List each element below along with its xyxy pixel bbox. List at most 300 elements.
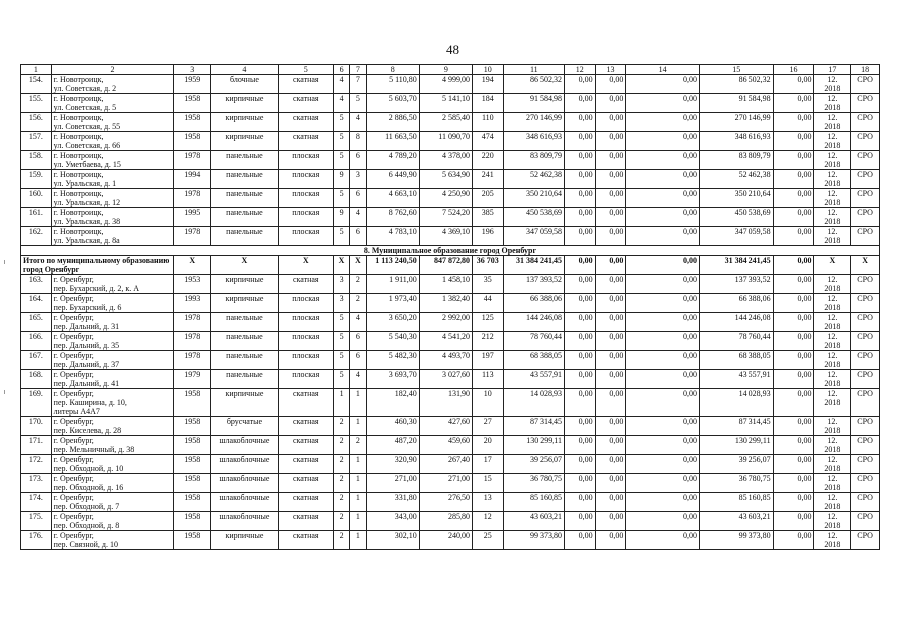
year-built: 1979 xyxy=(174,370,211,389)
residents: 125 xyxy=(472,313,503,332)
planned-month: 12. xyxy=(827,113,838,122)
total-area: 4 783,10 xyxy=(366,227,419,246)
year-built: 1958 xyxy=(174,512,211,531)
row-number: 165. xyxy=(21,313,52,332)
column-header: 16 xyxy=(773,65,814,75)
entrances: 8 xyxy=(350,132,366,151)
cost-regional: 0,00 xyxy=(595,436,626,455)
planned-month: 12. xyxy=(827,208,838,217)
roof-type: плоская xyxy=(278,313,333,332)
row-number: 168. xyxy=(21,370,52,389)
living-area: 4 369,10 xyxy=(419,227,472,246)
row-number: 163. xyxy=(21,275,52,294)
address-cell xyxy=(51,389,174,417)
roof-type: скатная xyxy=(278,512,333,531)
total-area: 11 663,50 xyxy=(366,132,419,151)
fund-method: СРО xyxy=(851,417,880,436)
planned-date xyxy=(814,132,851,151)
wall-material: шлакоблочные xyxy=(211,512,278,531)
year-built: 1958 xyxy=(174,417,211,436)
entrances: 7 xyxy=(350,75,366,94)
address-cell xyxy=(51,313,174,332)
living-area: 5 634,90 xyxy=(419,170,472,189)
cost-local: 0,00 xyxy=(626,389,700,417)
residents: 220 xyxy=(472,151,503,170)
column-header: 9 xyxy=(419,65,472,75)
floors: 2 xyxy=(333,493,349,512)
address-line: ул. Уральская, д. 1 xyxy=(53,179,117,188)
roof-type: плоская xyxy=(278,351,333,370)
roof-type: плоская xyxy=(278,189,333,208)
table-row xyxy=(21,531,880,550)
cost-total: 350 210,64 xyxy=(503,189,564,208)
floors: 3 xyxy=(333,294,349,313)
cost-local: 0,00 xyxy=(626,151,700,170)
address-line: г. Оренбург, xyxy=(53,275,94,284)
year-built: 1978 xyxy=(174,313,211,332)
year-built: 1978 xyxy=(174,151,211,170)
planned-date xyxy=(814,531,851,550)
living-area: 267,40 xyxy=(419,455,472,474)
cost-local: 0,00 xyxy=(626,227,700,246)
address-line: г. Оренбург, xyxy=(53,474,94,483)
roof-type: скатная xyxy=(278,436,333,455)
address-cell xyxy=(51,474,174,493)
cost-regional: 0,00 xyxy=(595,370,626,389)
planned-date xyxy=(814,294,851,313)
cost-federal: 0,00 xyxy=(564,389,595,417)
cost-owners: 43 603,21 xyxy=(699,512,773,531)
entrances: 4 xyxy=(350,113,366,132)
floors: 5 xyxy=(333,132,349,151)
total-area: 4 663,10 xyxy=(366,189,419,208)
address-line: пер. Обходной, д. 7 xyxy=(53,502,120,511)
column-header: 2 xyxy=(51,65,174,75)
address-line: г. Новотроицк, xyxy=(53,151,104,160)
cost-owners: 347 059,58 xyxy=(699,227,773,246)
planned-date xyxy=(814,151,851,170)
row-number: 157. xyxy=(21,132,52,151)
row-number: 171. xyxy=(21,436,52,455)
entrances: 4 xyxy=(350,208,366,227)
entrances: 4 xyxy=(350,313,366,332)
planned-month: 12. xyxy=(827,151,838,160)
total-regional: 0,00 xyxy=(595,256,626,275)
address-cell xyxy=(51,436,174,455)
address-cell xyxy=(51,531,174,550)
cost-total: 270 146,99 xyxy=(503,113,564,132)
planned-year: 2018 xyxy=(824,303,841,312)
table-row xyxy=(21,493,880,512)
address-line: ул. Советская, д. 66 xyxy=(53,141,121,150)
address-line: ул. Советская, д. 55 xyxy=(53,122,121,131)
living-area: 2 992,00 xyxy=(419,313,472,332)
planned-date xyxy=(814,208,851,227)
planned-date xyxy=(814,275,851,294)
address-line: г. Оренбург, xyxy=(53,531,94,540)
cost-owners: 130 299,11 xyxy=(699,436,773,455)
total-area: 1 911,00 xyxy=(366,275,419,294)
total-owners: 31 384 241,45 xyxy=(699,256,773,275)
cost-total: 68 388,05 xyxy=(503,351,564,370)
planned-date xyxy=(814,189,851,208)
planned-year: 2018 xyxy=(824,445,841,454)
year-built: 1953 xyxy=(174,275,211,294)
address-line: г. Оренбург, xyxy=(53,313,94,322)
address-cell xyxy=(51,275,174,294)
fund-method: СРО xyxy=(851,313,880,332)
cost-federal: 0,00 xyxy=(564,332,595,351)
cost-other: 0,00 xyxy=(773,170,814,189)
address-cell xyxy=(51,493,174,512)
total-x: X xyxy=(174,256,211,275)
cost-local: 0,00 xyxy=(626,474,700,493)
cost-local: 0,00 xyxy=(626,531,700,550)
living-area: 4 541,20 xyxy=(419,332,472,351)
row-number: 159. xyxy=(21,170,52,189)
address-line: г. Оренбург, xyxy=(53,332,94,341)
residents: 20 xyxy=(472,436,503,455)
address-line: ул. Уральская, д. 38 xyxy=(53,217,121,226)
planned-year: 2018 xyxy=(824,217,841,226)
cost-federal: 0,00 xyxy=(564,170,595,189)
total-area: 460,30 xyxy=(366,417,419,436)
column-header: 7 xyxy=(350,65,366,75)
row-number: 174. xyxy=(21,493,52,512)
planned-year: 2018 xyxy=(824,341,841,350)
planned-date xyxy=(814,389,851,417)
address-line: пер. Бухарский, д. 6 xyxy=(53,303,122,312)
roof-type: скатная xyxy=(278,474,333,493)
planned-year: 2018 xyxy=(824,502,841,511)
total-x: X xyxy=(211,256,278,275)
address-cell xyxy=(51,227,174,246)
column-header: 15 xyxy=(699,65,773,75)
wall-material: панельные xyxy=(211,189,278,208)
cost-local: 0,00 xyxy=(626,208,700,227)
roof-type: скатная xyxy=(278,75,333,94)
address-line: г. Новотроицк, xyxy=(53,208,104,217)
row-number: 170. xyxy=(21,417,52,436)
column-header: 13 xyxy=(595,65,626,75)
address-line: г. Оренбург, xyxy=(53,389,94,398)
residents: 25 xyxy=(472,531,503,550)
total-residents: 36 703 xyxy=(472,256,503,275)
wall-material: панельные xyxy=(211,370,278,389)
planned-date xyxy=(814,94,851,113)
cost-other: 0,00 xyxy=(773,370,814,389)
entrances: 4 xyxy=(350,370,366,389)
floors: 3 xyxy=(333,275,349,294)
cost-other: 0,00 xyxy=(773,151,814,170)
entrances: 1 xyxy=(350,493,366,512)
cost-federal: 0,00 xyxy=(564,313,595,332)
cost-federal: 0,00 xyxy=(564,417,595,436)
row-number: 169. xyxy=(21,389,52,417)
table-row xyxy=(21,455,880,474)
margin-mark xyxy=(4,390,5,394)
row-number: 156. xyxy=(21,113,52,132)
column-header: 14 xyxy=(626,65,700,75)
cost-local: 0,00 xyxy=(626,332,700,351)
planned-date xyxy=(814,455,851,474)
cost-owners: 78 760,44 xyxy=(699,332,773,351)
cost-owners: 66 388,06 xyxy=(699,294,773,313)
entrances: 6 xyxy=(350,351,366,370)
cost-federal: 0,00 xyxy=(564,94,595,113)
planned-year: 2018 xyxy=(824,483,841,492)
fund-method: СРО xyxy=(851,75,880,94)
cost-regional: 0,00 xyxy=(595,294,626,313)
planned-year: 2018 xyxy=(824,103,841,112)
cost-federal: 0,00 xyxy=(564,275,595,294)
cost-other: 0,00 xyxy=(773,294,814,313)
residents: 13 xyxy=(472,493,503,512)
planned-year: 2018 xyxy=(824,236,841,245)
address-line: г. Новотроицк, xyxy=(53,170,104,179)
address-line: пер. Связной, д. 10 xyxy=(53,540,118,549)
cost-other: 0,00 xyxy=(773,275,814,294)
total-living-area: 847 872,80 xyxy=(419,256,472,275)
planned-date xyxy=(814,113,851,132)
cost-total: 91 584,98 xyxy=(503,94,564,113)
cost-other: 0,00 xyxy=(773,132,814,151)
cost-regional: 0,00 xyxy=(595,227,626,246)
address-cell xyxy=(51,455,174,474)
cost-other: 0,00 xyxy=(773,94,814,113)
wall-material: кирпичные xyxy=(211,389,278,417)
floors: 5 xyxy=(333,351,349,370)
planned-year: 2018 xyxy=(824,141,841,150)
year-built: 1958 xyxy=(174,493,211,512)
address-line: г. Оренбург, xyxy=(53,455,94,464)
row-number: 155. xyxy=(21,94,52,113)
living-area: 11 090,70 xyxy=(419,132,472,151)
entrances: 6 xyxy=(350,189,366,208)
cost-regional: 0,00 xyxy=(595,332,626,351)
address-line: ул. Уральская, д. 8а xyxy=(53,236,120,245)
roof-type: плоская xyxy=(278,227,333,246)
year-built: 1994 xyxy=(174,170,211,189)
address-cell xyxy=(51,417,174,436)
entrances: 1 xyxy=(350,389,366,417)
cost-federal: 0,00 xyxy=(564,493,595,512)
roof-type: плоская xyxy=(278,170,333,189)
cost-regional: 0,00 xyxy=(595,389,626,417)
total-cost: 31 384 241,45 xyxy=(503,256,564,275)
address-line: г. Оренбург, xyxy=(53,417,94,426)
total-other: 0,00 xyxy=(773,256,814,275)
entrances: 1 xyxy=(350,512,366,531)
roof-type: скатная xyxy=(278,455,333,474)
floors: 9 xyxy=(333,208,349,227)
cost-federal: 0,00 xyxy=(564,436,595,455)
cost-federal: 0,00 xyxy=(564,531,595,550)
floors: 2 xyxy=(333,436,349,455)
year-built: 1958 xyxy=(174,389,211,417)
cost-regional: 0,00 xyxy=(595,189,626,208)
fund-method: СРО xyxy=(851,208,880,227)
address-cell xyxy=(51,512,174,531)
entrances: 6 xyxy=(350,151,366,170)
cost-regional: 0,00 xyxy=(595,113,626,132)
cost-total: 36 780,75 xyxy=(503,474,564,493)
cost-total: 348 616,93 xyxy=(503,132,564,151)
fund-method: СРО xyxy=(851,151,880,170)
planned-month: 12. xyxy=(827,455,838,464)
cost-federal: 0,00 xyxy=(564,208,595,227)
cost-regional: 0,00 xyxy=(595,474,626,493)
planned-month: 12. xyxy=(827,132,838,141)
table-row xyxy=(21,417,880,436)
living-area: 3 027,60 xyxy=(419,370,472,389)
planned-year: 2018 xyxy=(824,198,841,207)
cost-regional: 0,00 xyxy=(595,417,626,436)
planned-month: 12. xyxy=(827,275,838,284)
residents: 44 xyxy=(472,294,503,313)
cost-local: 0,00 xyxy=(626,512,700,531)
total-label: Итого по муниципальному образованию город Оренбург xyxy=(21,256,174,275)
table-row xyxy=(21,275,880,294)
wall-material: кирпичные xyxy=(211,132,278,151)
table-row xyxy=(21,227,880,246)
table-row xyxy=(21,389,880,417)
table-row xyxy=(21,94,880,113)
fund-method: СРО xyxy=(851,436,880,455)
cost-regional: 0,00 xyxy=(595,94,626,113)
living-area: 4 378,00 xyxy=(419,151,472,170)
cost-owners: 14 028,93 xyxy=(699,389,773,417)
year-built: 1958 xyxy=(174,132,211,151)
living-area: 2 585,40 xyxy=(419,113,472,132)
planned-year: 2018 xyxy=(824,540,841,549)
fund-method: СРО xyxy=(851,512,880,531)
row-number: 158. xyxy=(21,151,52,170)
total-area: 182,40 xyxy=(366,389,419,417)
cost-total: 137 393,52 xyxy=(503,275,564,294)
planned-year: 2018 xyxy=(824,179,841,188)
living-area: 4 999,00 xyxy=(419,75,472,94)
living-area: 1 382,40 xyxy=(419,294,472,313)
entrances: 2 xyxy=(350,436,366,455)
fund-method: СРО xyxy=(851,227,880,246)
column-number-header xyxy=(21,65,880,75)
margin-mark xyxy=(4,260,5,264)
address-line: литеры А4А7 xyxy=(53,407,100,416)
living-area: 4 250,90 xyxy=(419,189,472,208)
cost-total: 78 760,44 xyxy=(503,332,564,351)
row-number: 173. xyxy=(21,474,52,493)
total-area: 331,80 xyxy=(366,493,419,512)
floors: 2 xyxy=(333,417,349,436)
table-row xyxy=(21,132,880,151)
cost-federal: 0,00 xyxy=(564,474,595,493)
address-cell xyxy=(51,170,174,189)
address-line: ул. Советская, д. 2 xyxy=(53,84,117,93)
planned-month: 12. xyxy=(827,417,838,426)
cost-local: 0,00 xyxy=(626,275,700,294)
cost-local: 0,00 xyxy=(626,189,700,208)
total-area: 343,00 xyxy=(366,512,419,531)
fund-method: СРО xyxy=(851,132,880,151)
row-number: 162. xyxy=(21,227,52,246)
table-row xyxy=(21,151,880,170)
floors: 4 xyxy=(333,75,349,94)
cost-local: 0,00 xyxy=(626,313,700,332)
roof-type: плоская xyxy=(278,208,333,227)
cost-other: 0,00 xyxy=(773,455,814,474)
total-area: 8 762,60 xyxy=(366,208,419,227)
row-number: 175. xyxy=(21,512,52,531)
wall-material: брусчатые xyxy=(211,417,278,436)
roof-type: скатная xyxy=(278,389,333,417)
residents: 35 xyxy=(472,275,503,294)
residents: 197 xyxy=(472,351,503,370)
fund-method: СРО xyxy=(851,294,880,313)
address-line: ул. Уральская, д. 12 xyxy=(53,198,121,207)
planned-date xyxy=(814,417,851,436)
total-x: X xyxy=(278,256,333,275)
planned-month: 12. xyxy=(827,474,838,483)
cost-regional: 0,00 xyxy=(595,531,626,550)
address-line: пер. Бухарский, д. 2, к. А xyxy=(53,284,140,293)
cost-local: 0,00 xyxy=(626,351,700,370)
planned-month: 12. xyxy=(827,493,838,502)
cost-federal: 0,00 xyxy=(564,351,595,370)
living-area: 271,00 xyxy=(419,474,472,493)
cost-total: 86 502,32 xyxy=(503,75,564,94)
column-header: 5 xyxy=(278,65,333,75)
address-cell xyxy=(51,370,174,389)
planned-date xyxy=(814,351,851,370)
residents: 184 xyxy=(472,94,503,113)
entrances: 1 xyxy=(350,417,366,436)
residents: 194 xyxy=(472,75,503,94)
address-line: г. Новотроицк, xyxy=(53,189,104,198)
table-row xyxy=(21,113,880,132)
fund-method: СРО xyxy=(851,531,880,550)
roof-type: плоская xyxy=(278,370,333,389)
total-x: X xyxy=(814,256,851,275)
cost-federal: 0,00 xyxy=(564,227,595,246)
cost-owners: 91 584,98 xyxy=(699,94,773,113)
cost-other: 0,00 xyxy=(773,227,814,246)
floors: 2 xyxy=(333,455,349,474)
planned-date xyxy=(814,436,851,455)
address-line: г. Оренбург, xyxy=(53,294,94,303)
cost-owners: 68 388,05 xyxy=(699,351,773,370)
roof-type: плоская xyxy=(278,332,333,351)
row-number: 164. xyxy=(21,294,52,313)
year-built: 1978 xyxy=(174,351,211,370)
planned-month: 12. xyxy=(827,370,838,379)
address-cell xyxy=(51,75,174,94)
fund-method: СРО xyxy=(851,455,880,474)
cost-other: 0,00 xyxy=(773,113,814,132)
cost-other: 0,00 xyxy=(773,389,814,417)
cost-owners: 137 393,52 xyxy=(699,275,773,294)
row-number: 176. xyxy=(21,531,52,550)
residents: 10 xyxy=(472,389,503,417)
cost-local: 0,00 xyxy=(626,132,700,151)
floors: 5 xyxy=(333,113,349,132)
page-number: 48 xyxy=(446,42,459,57)
column-header: 8 xyxy=(366,65,419,75)
row-number: 161. xyxy=(21,208,52,227)
cost-owners: 99 373,80 xyxy=(699,531,773,550)
floors: 2 xyxy=(333,531,349,550)
floors: 5 xyxy=(333,227,349,246)
